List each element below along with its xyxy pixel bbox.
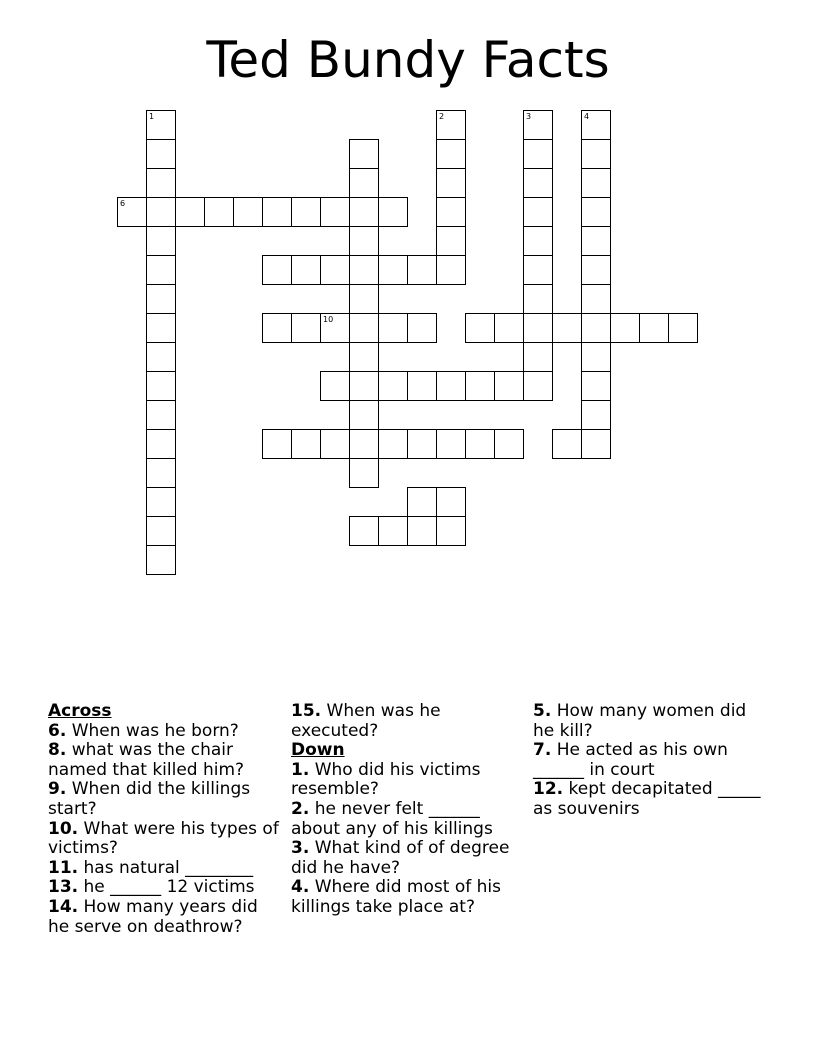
grid-cell[interactable] [436,516,466,546]
clue-item [291,702,523,741]
clue-item [48,859,280,879]
grid-cell[interactable] [465,371,495,401]
grid-cell[interactable] [436,110,466,140]
grid-cell[interactable] [349,139,379,169]
clue-number: 6 [120,199,126,208]
clue-item-text: Who did his victims resemble? [291,759,481,800]
grid-cell[interactable] [378,371,408,401]
grid-cell[interactable] [523,139,553,169]
grid-cell[interactable] [175,197,205,227]
clue-item-number: 2. [291,798,310,819]
clue-item [48,878,280,898]
grid-cell[interactable] [581,110,611,140]
grid-cell[interactable] [349,371,379,401]
clue-item [48,780,280,819]
clue-item [48,722,280,742]
grid-cell[interactable] [320,371,350,401]
clue-number: 1 [149,112,155,121]
clue-item-number: 5. [533,701,552,721]
grid-cell[interactable] [146,487,176,517]
grid-cell[interactable] [262,197,292,227]
clues-column-2 [291,702,523,918]
clue-item-number: 1. [291,759,310,780]
clue-item-text: has natural ________ [78,857,254,878]
grid-cell[interactable] [146,226,176,256]
clue-item [48,741,280,780]
grid-cell[interactable] [320,429,350,459]
clue-item-text: When was he born? [66,720,239,741]
grid-cell[interactable] [262,255,292,285]
grid-cell[interactable] [407,371,437,401]
grid-cell[interactable] [320,197,350,227]
clue-item [291,800,523,839]
grid-cell[interactable] [436,226,466,256]
grid-cell[interactable] [349,168,379,198]
grid-cell[interactable] [378,429,408,459]
grid-cell[interactable] [581,342,611,372]
grid-cell[interactable] [349,284,379,314]
clues-column-1 [48,702,280,937]
grid-cell[interactable] [552,313,582,343]
grid-cell[interactable] [436,197,466,227]
grid-cell[interactable] [494,313,524,343]
grid-cell[interactable] [349,342,379,372]
grid-cell[interactable] [581,284,611,314]
clue-item-text: How many years did he serve on deathrow? [48,896,258,937]
grid-cell[interactable] [581,313,611,343]
grid-cell[interactable] [204,197,234,227]
grid-cell[interactable] [146,516,176,546]
grid-cell[interactable] [523,168,553,198]
grid-cell[interactable] [349,400,379,430]
grid-cell[interactable] [320,255,350,285]
grid-cell[interactable] [581,371,611,401]
grid-cell[interactable] [349,313,379,343]
clue-item-text: He acted as his own ______ in court [533,740,728,780]
puzzle-title: Ted Bundy Facts [206,31,610,89]
clue-item-text: When was he executed? [291,701,441,741]
clue-item-number: 8. [48,740,67,761]
grid-cell[interactable] [407,255,437,285]
grid-cell[interactable] [581,139,611,169]
grid-cell[interactable] [581,429,611,459]
clue-number: 3 [526,112,532,121]
grid-cell[interactable] [349,516,379,546]
grid-cell[interactable] [581,168,611,198]
clue-item-text: What kind of of degree did he have? [291,838,510,878]
grid-cell[interactable] [581,226,611,256]
grid-cell[interactable] [465,313,495,343]
grid-cell[interactable] [146,255,176,285]
grid-cell[interactable] [378,197,408,227]
grid-cell[interactable] [146,458,176,488]
clue-item [533,780,765,819]
grid-cell[interactable] [494,371,524,401]
clue-item-number: 4. [291,877,310,898]
grid-cell[interactable] [291,429,321,459]
grid-cell[interactable] [581,255,611,285]
down-clue-list-continued [533,702,765,820]
grid-cell[interactable] [465,429,495,459]
grid-cell[interactable] [146,197,176,227]
clue-item-number: 7. [533,740,552,761]
clue-item-text: When did the killings start? [48,779,251,819]
grid-cell[interactable] [523,342,553,372]
grid-cell[interactable] [610,313,640,343]
grid-cell[interactable] [407,487,437,517]
down-clue-list [291,761,523,918]
grid-cell[interactable] [146,429,176,459]
grid-cell[interactable] [378,516,408,546]
clue-item [291,878,523,917]
grid-cell[interactable] [349,197,379,227]
grid-cell[interactable] [436,429,466,459]
clue-item-number: 15. [291,701,322,721]
grid-cell[interactable] [523,284,553,314]
across-clue-list-continued [291,702,523,741]
grid-cell[interactable] [436,255,466,285]
clue-item [291,761,523,800]
grid-cell[interactable] [523,110,553,140]
clue-item [533,741,765,780]
grid-cell[interactable] [378,255,408,285]
grid-cell[interactable] [523,197,553,227]
grid-cell[interactable] [523,313,553,343]
grid-cell[interactable] [523,226,553,256]
grid-cell[interactable] [233,197,263,227]
grid-cell[interactable] [291,255,321,285]
clue-item-number: 3. [291,838,310,859]
grid-cell[interactable] [436,371,466,401]
clue-item [291,839,523,878]
clue-number: 10 [323,315,334,324]
clue-item-number: 9. [48,779,67,800]
clue-item-number: 11. [48,857,79,878]
clue-item-number: 14. [48,896,79,917]
clue-item-number: 13. [48,877,79,898]
across-heading: Across [48,701,112,721]
clue-item-number: 6. [48,720,67,741]
across-clue-list [48,722,280,938]
clues-column-3 [533,702,765,820]
grid-cell[interactable] [523,371,553,401]
clue-item-text: Where did most of his killings take place at? [291,877,501,917]
grid-cell[interactable] [291,197,321,227]
grid-cell[interactable] [349,226,379,256]
clue-item-text: he ______ 12 victims [78,877,255,898]
grid-cell[interactable] [146,545,176,575]
grid-cell[interactable] [320,313,350,343]
clue-item-number: 12. [533,779,564,800]
grid-cell[interactable] [436,487,466,517]
grid-cell[interactable] [494,429,524,459]
grid-cell[interactable] [668,313,698,343]
grid-cell[interactable] [146,110,176,140]
grid-cell[interactable] [552,429,582,459]
grid-cell[interactable] [146,284,176,314]
grid-cell[interactable] [407,313,437,343]
grid-cell[interactable] [581,197,611,227]
clue-item-text: What were his types of victims? [48,818,279,859]
grid-cell[interactable] [523,255,553,285]
clue-item [48,898,280,937]
grid-cell[interactable] [146,342,176,372]
grid-cell[interactable] [349,429,379,459]
grid-cell[interactable] [291,313,321,343]
clue-item-text: How many women did he kill? [533,701,747,741]
grid-cell[interactable] [146,168,176,198]
grid-cell[interactable] [262,313,292,343]
grid-cell[interactable] [146,139,176,169]
grid-cell[interactable] [117,197,147,227]
grid-cell[interactable] [146,400,176,430]
grid-cell[interactable] [407,516,437,546]
clue-item-text: what was the chair named that killed him? [48,740,245,780]
clue-item-text: kept decapitated _____ as souvenirs [533,779,761,819]
clue-number: 2 [439,112,445,121]
clue-number: 4 [584,112,590,121]
down-heading: Down [291,740,345,761]
grid-cell[interactable] [349,255,379,285]
grid-cell[interactable] [436,139,466,169]
grid-cell[interactable] [146,313,176,343]
grid-cell[interactable] [349,458,379,488]
grid-cell[interactable] [407,429,437,459]
grid-cell[interactable] [146,371,176,401]
grid-cell[interactable] [378,313,408,343]
grid-cell[interactable] [262,429,292,459]
clue-item-number: 10. [48,818,79,839]
clue-item [533,702,765,741]
grid-cell[interactable] [436,168,466,198]
clue-item [48,820,280,859]
grid-cell[interactable] [581,400,611,430]
clue-item-text: he never felt ______ about any of his killings [291,798,493,839]
grid-cell[interactable] [639,313,669,343]
